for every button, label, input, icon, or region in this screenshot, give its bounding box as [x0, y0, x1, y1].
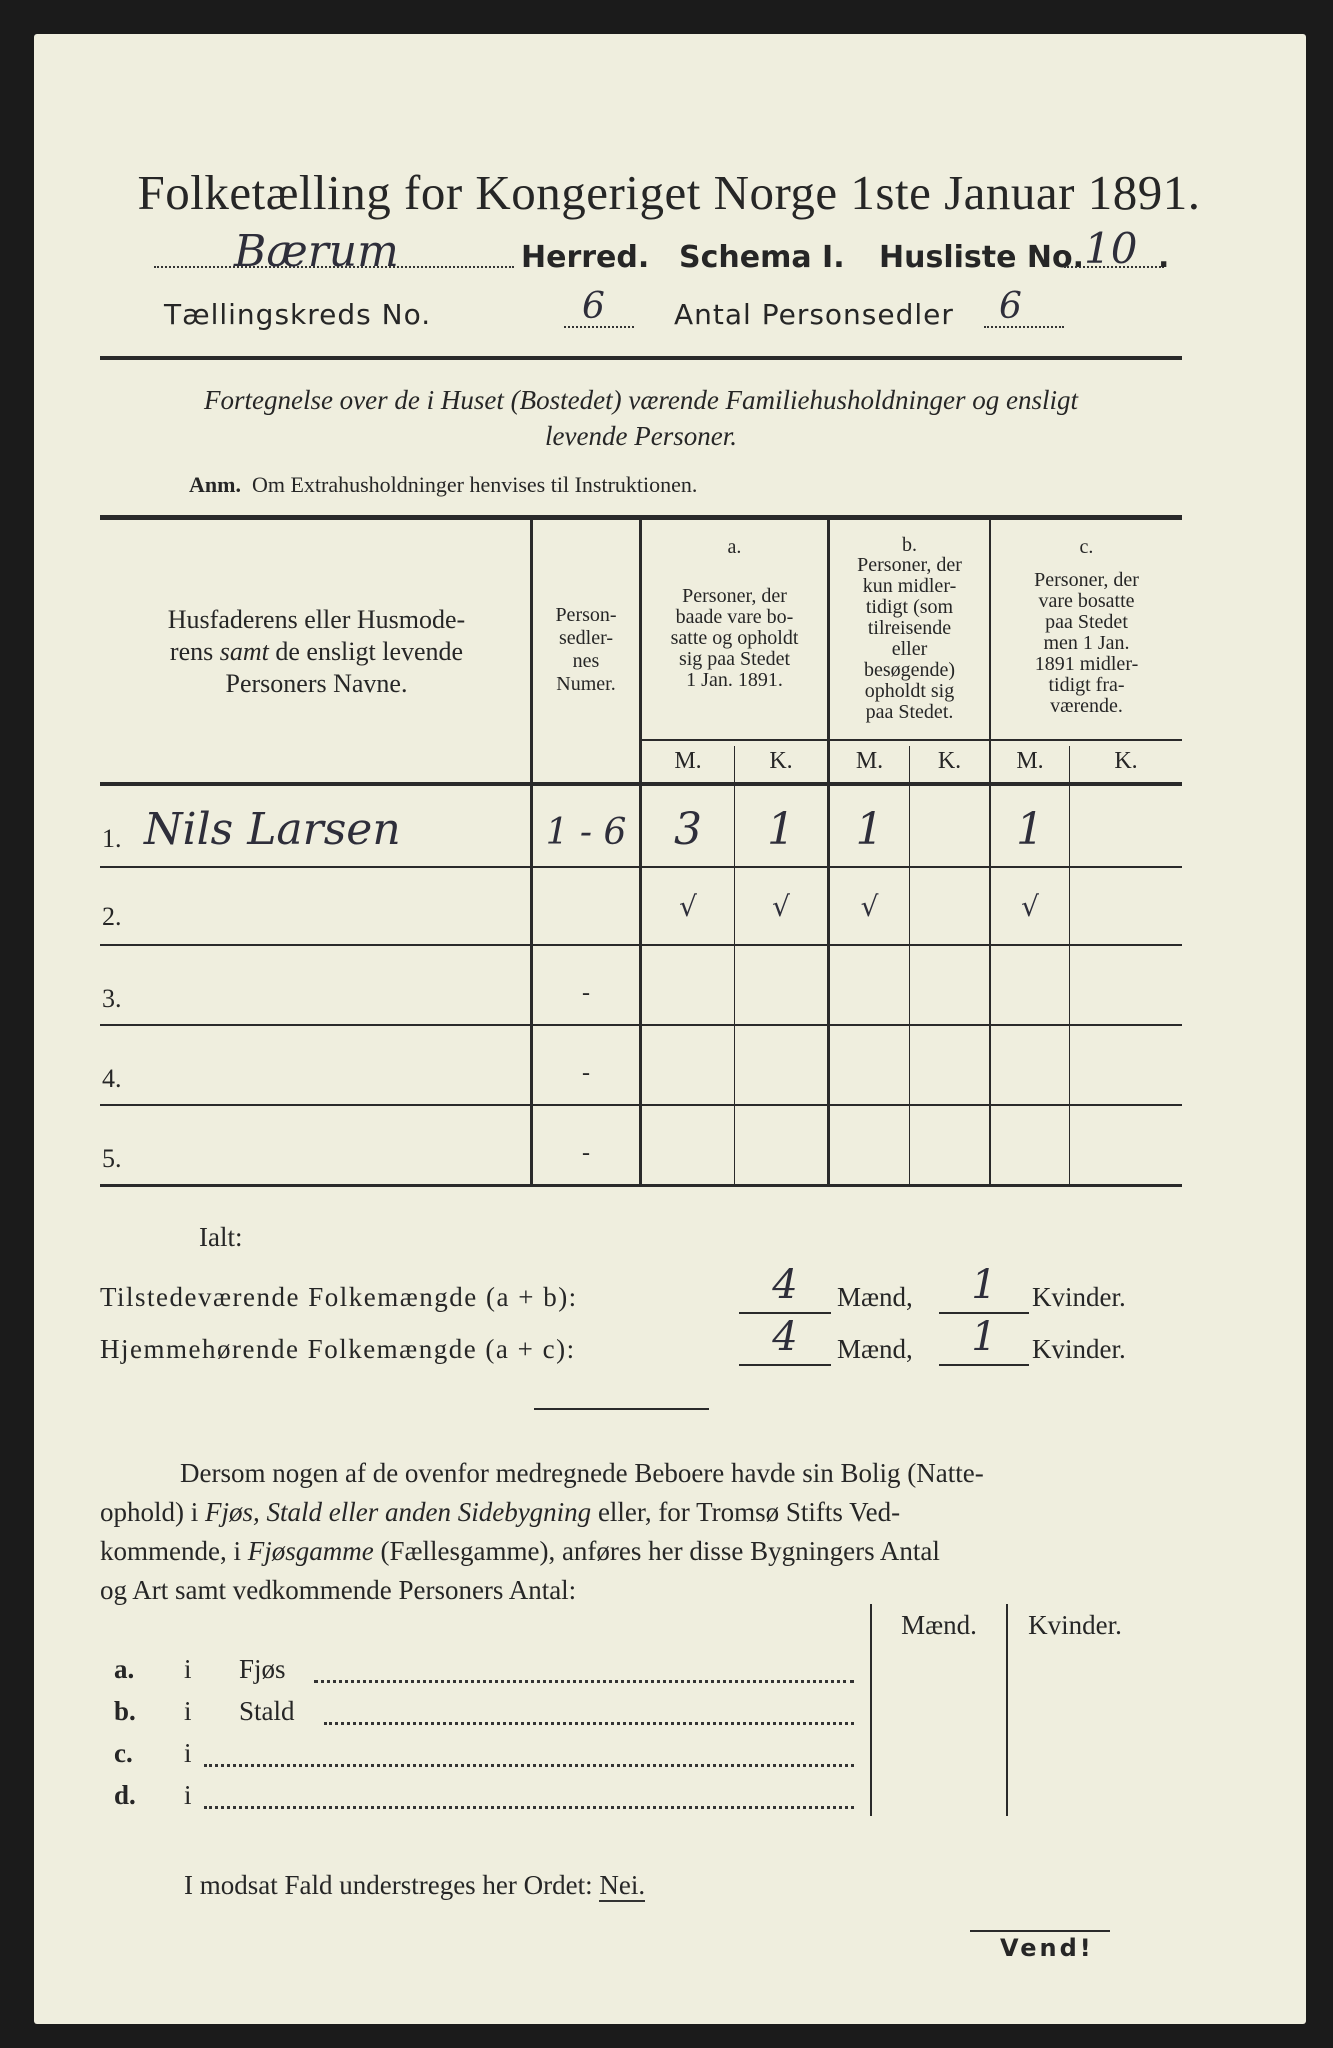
- paragraph-line-1: Dersom nogen af de ovenfor medregnede Beboere havde sin Bolig (Natte-: [180, 1458, 984, 1488]
- subtitle-line-2: levende Personer.: [545, 421, 737, 451]
- annotation-text: Om Extrahusholdninger henvises til Instruktionen.: [251, 472, 698, 497]
- hjemme-label: Hjemmehørende Folkemængde (a + c):: [100, 1334, 576, 1364]
- building-c-i: i: [184, 1738, 192, 1768]
- annotation-prefix: Anm.: [189, 472, 241, 497]
- row-1-name: Nils Larsen: [144, 804, 401, 855]
- header-rule: [100, 356, 1182, 360]
- col-header-a-line-4: sig paa Stedet: [678, 648, 791, 670]
- taellingskreds-label: Tællingskreds No.: [164, 298, 432, 331]
- row-3-rule: [100, 1024, 1182, 1026]
- paragraph-line-2c: eller, for Tromsø Stifts Ved-: [597, 1497, 901, 1527]
- building-a-dots: [314, 1680, 854, 1683]
- building-c-letter: c.: [114, 1738, 133, 1768]
- building-c-dots: [204, 1764, 854, 1767]
- paragraph-line-3: [100, 1532, 1182, 1571]
- building-a-label: Fjøs: [239, 1654, 286, 1684]
- col-header-person-line-1: Person-: [555, 604, 617, 626]
- col-header-c-line-5: 1891 midler-: [1034, 653, 1139, 675]
- hjemme-kvinder-line: [939, 1364, 1029, 1366]
- paragraph-line-3c: (Fællesgamme), anføres her disse Bygningers Antal: [380, 1536, 940, 1566]
- col-header-b-line-8: paa Stedet.: [865, 701, 954, 723]
- footer-nei: Nei.: [599, 1870, 646, 1900]
- col-header-c-line-6: tidigt fra-: [1048, 674, 1125, 696]
- census-form: [34, 34, 1306, 2024]
- paragraph-line-4: og Art samt vedkommende Personers Antal:: [100, 1575, 577, 1605]
- col-header-a-line-2: baade vare bo-: [675, 606, 794, 628]
- hjemme-maend-label: Mænd,: [837, 1334, 913, 1364]
- paragraph-line-3a: kommende, i: [100, 1536, 241, 1566]
- building-d-letter: d.: [114, 1780, 136, 1810]
- tilstede-maend-value: 4: [772, 1262, 798, 1308]
- col-header-names: [114, 604, 519, 700]
- husliste-value: 10: [1084, 224, 1138, 273]
- row-1-person-numbers: 1 - 6: [545, 812, 627, 853]
- subtitle: [100, 382, 1182, 454]
- subheader-c-m: M.: [1016, 748, 1044, 774]
- col-header-b-line-6: besøgende): [863, 659, 956, 681]
- row-number-5: 5.: [102, 1144, 122, 1173]
- row-number-1: 1.: [102, 824, 122, 853]
- row-1-rule: [100, 866, 1182, 868]
- col-divider-1: [530, 520, 533, 1184]
- hjemme-maend-line: [739, 1364, 831, 1366]
- building-b-i: i: [184, 1696, 192, 1726]
- instruction-paragraph: [100, 1454, 1182, 1610]
- building-d-i: i: [184, 1780, 192, 1810]
- col-header-c-line-7: værende.: [1050, 695, 1123, 717]
- col-header-names-line-2b: samt: [219, 637, 269, 666]
- col-header-c-line-3: paa Stedet: [1045, 611, 1128, 633]
- col-header-names-line-3: Personers Navne.: [225, 669, 408, 698]
- personsedler-underline: [984, 326, 1064, 328]
- col-header-c-line-1: Personer, der: [1034, 569, 1139, 591]
- col-header-names-line-1: Husfaderens eller Husmode-: [167, 605, 466, 634]
- col-header-b-line-2: kun midler-: [862, 575, 957, 597]
- row-1-b-m: 1: [855, 804, 884, 855]
- husliste-label: Husliste No.: [879, 240, 1084, 275]
- row-number-4: 4.: [102, 1064, 122, 1093]
- tilstede-maend-label: Mænd,: [837, 1282, 913, 1312]
- building-b-dots: [324, 1722, 854, 1725]
- row-4-person-dash: -: [582, 1060, 590, 1086]
- hjemme-maend-value: 4: [772, 1314, 798, 1360]
- building-col-divider-1: [870, 1604, 872, 1816]
- row-5-person-dash: -: [582, 1140, 590, 1166]
- col-header-b-line-4: tilreisende: [867, 617, 952, 639]
- vend-rule: [970, 1930, 1110, 1932]
- subtitle-line-1: Fortegnelse over de i Huset (Bostedet) værende Familiehusholdninger og ensligt: [203, 385, 1079, 415]
- col-header-a-line-1: Personer, der: [682, 585, 787, 607]
- building-b-label: Stald: [239, 1696, 295, 1726]
- col-header-b-line-5: eller: [891, 638, 928, 660]
- building-d-dots: [204, 1806, 854, 1809]
- subheader-b-m: M.: [855, 748, 884, 774]
- row-1-a-k: 1: [767, 804, 795, 855]
- footer-text: [184, 1870, 645, 1901]
- subheader-c-k: K.: [1114, 748, 1138, 774]
- personsedler-label: Antal Personsedler: [674, 298, 954, 331]
- personsedler-value: 6: [999, 286, 1022, 327]
- col-header-a-letter: a.: [727, 536, 742, 558]
- row-2-a-m-check: √: [679, 890, 697, 923]
- building-col-divider-2: [1006, 1604, 1008, 1816]
- taellingskreds-value: 6: [582, 286, 605, 327]
- building-a-i: i: [184, 1654, 192, 1684]
- row-number-3: 3.: [102, 984, 122, 1013]
- col-header-a-line-3: satte og opholdt: [670, 627, 799, 649]
- row-number-2: 2.: [102, 902, 122, 931]
- hjemme-kvinder-label: Kvinder.: [1032, 1334, 1126, 1364]
- row-3-person-dash: -: [582, 980, 590, 1006]
- col-header-b: [830, 555, 989, 723]
- subheader-a-k: K.: [769, 748, 793, 774]
- col-header-a-line-5: 1 Jan. 1891.: [686, 669, 783, 691]
- paragraph-line-2b: Fjøs, Stald eller anden Sidebygning: [205, 1497, 592, 1527]
- paragraph-line-2a: ophold) i: [100, 1497, 199, 1527]
- row-2-b-m-check: √: [860, 890, 879, 923]
- col-header-person-line-4: Numer.: [556, 673, 616, 695]
- row-1-c-m: 1: [1016, 804, 1044, 855]
- col-header-c: [991, 570, 1182, 717]
- row-1-a-m: 3: [674, 804, 702, 855]
- col-header-b-line-1: Personer, der: [857, 554, 962, 576]
- col-header-b-letter: b.: [902, 534, 917, 556]
- tilstede-kvinder-label: Kvinder.: [1032, 1282, 1126, 1312]
- col-divider-b-mk: [909, 746, 910, 1184]
- row-2-c-m-check: √: [1021, 890, 1039, 923]
- subheader-a-m: M.: [674, 748, 702, 774]
- col-header-b-line-7: opholdt sig: [864, 680, 955, 702]
- row-2-rule: [100, 944, 1182, 946]
- building-a-letter: a.: [114, 1654, 135, 1684]
- table-bottom-rule: [100, 1184, 1182, 1187]
- col-header-person: [534, 604, 638, 696]
- vend-label: Vend!: [1000, 1934, 1094, 1962]
- col-divider-c-mk: [1069, 746, 1070, 1184]
- ialt-label: Ialt:: [199, 1222, 243, 1252]
- schema-label: Schema I.: [679, 240, 845, 275]
- separator-rule: [534, 1408, 709, 1410]
- herred-value: Bærum: [234, 226, 399, 277]
- col-header-names-line-2a: rens: [169, 637, 214, 666]
- col-header-c-letter: c.: [1079, 536, 1094, 558]
- mk-subheader-rule: [640, 739, 1182, 741]
- col-header-person-line-2: sedler-: [558, 627, 613, 649]
- col-header-c-line-2: vare bosatte: [1038, 590, 1135, 612]
- paragraph-line-2: [100, 1493, 1182, 1532]
- building-b-letter: b.: [114, 1696, 136, 1726]
- building-header-kvinder: Kvinder.: [1028, 1610, 1122, 1640]
- tilstede-kvinder-value: 1: [971, 1262, 997, 1308]
- paragraph-line-3b: Fjøsgamme: [247, 1536, 374, 1566]
- building-header-maend: Mænd.: [901, 1610, 977, 1640]
- row-4-rule: [100, 1104, 1182, 1106]
- footer-prefix: I modsat Fald understreges her Ordet:: [184, 1870, 593, 1900]
- herred-label: Herred.: [521, 240, 650, 275]
- col-header-a: [642, 586, 827, 691]
- form-title: Folketælling for Kongeriget Norge 1ste Januar 1891.: [137, 165, 1201, 220]
- husliste-dot: .: [1158, 240, 1170, 275]
- subheader-b-k: K.: [937, 748, 962, 774]
- col-header-c-line-4: men 1 Jan.: [1043, 632, 1130, 654]
- annotation-note: [189, 472, 697, 498]
- hjemme-kvinder-value: 1: [971, 1314, 997, 1360]
- col-header-names-line-2c: de ensligt levende: [275, 637, 464, 666]
- col-header-person-line-3: nes: [572, 650, 600, 672]
- tilstede-label: Tilstedeværende Folkemængde (a + b):: [100, 1282, 578, 1312]
- row-2-a-k-check: √: [772, 890, 790, 923]
- col-header-b-line-3: tidigt (som: [865, 596, 954, 618]
